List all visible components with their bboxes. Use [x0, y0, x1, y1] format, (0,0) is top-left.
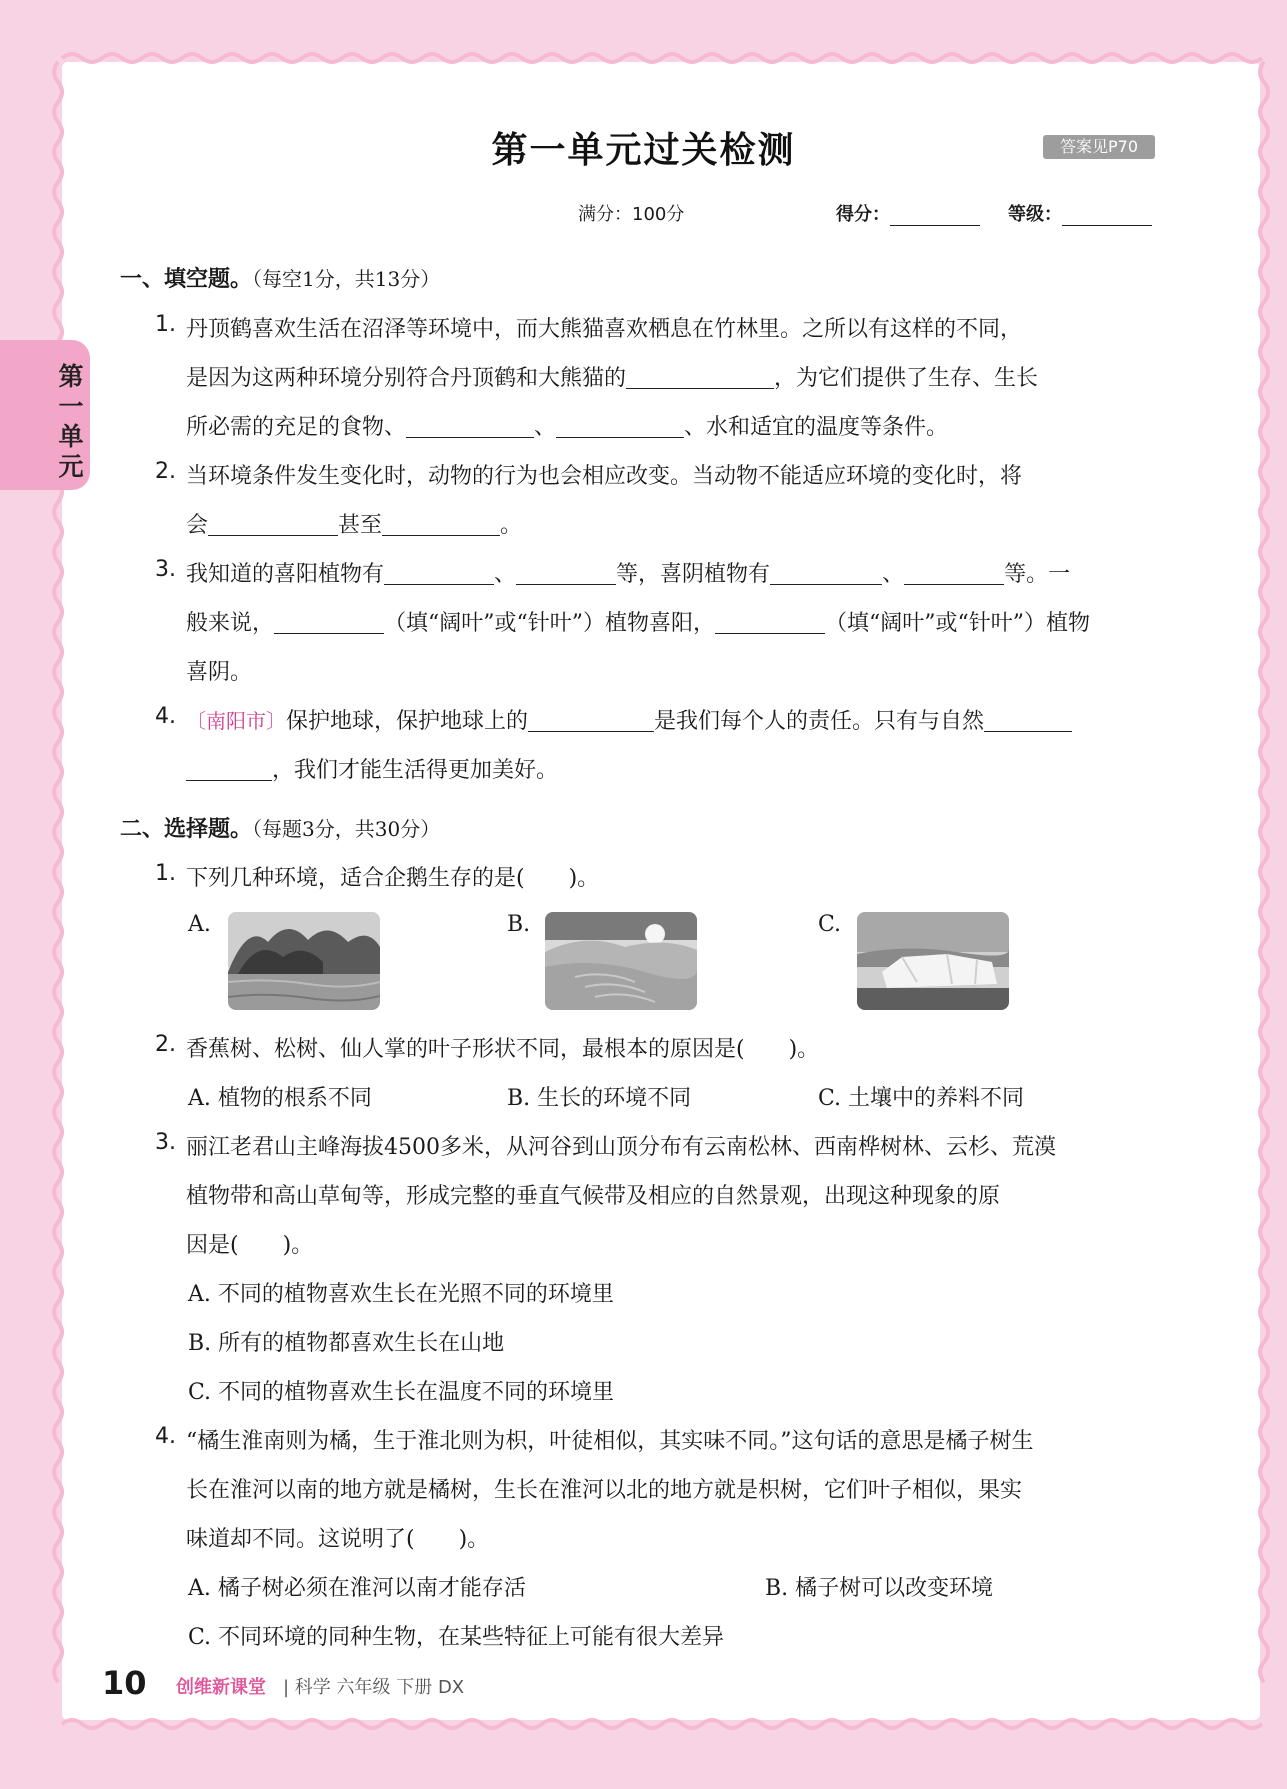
grade-field[interactable] [1008, 200, 1152, 230]
s2-q4-line3: 味道却不同。这说明了( )。 [186, 1527, 490, 1552]
s1-q3-blank5[interactable] [274, 609, 384, 634]
s2-q2-number: 2. [155, 1032, 176, 1057]
score-field[interactable] [836, 200, 980, 230]
s1-q1-blank2[interactable] [406, 413, 534, 438]
s2-q2-option-c[interactable]: C. 土壤中的养料不同 [818, 1086, 1025, 1111]
s1-q3-blank4[interactable] [904, 560, 1004, 585]
s2-q3-line2: 植物带和高山草甸等，形成完整的垂直气候带及相应的自然景观，出现这种现象的原 [186, 1184, 1001, 1209]
s1-q2-line2: 会 甚至 。 [186, 513, 523, 538]
score-label: 得分： [836, 204, 890, 225]
desert-photo [545, 912, 697, 1010]
section1-heading: 一、填空题。（每空1分，共13分） [120, 267, 441, 292]
s1-q3-line2: 般来说， （填“阔叶”或“针叶”）植物喜阳， （填“阔叶”或“针叶”）植物 [186, 611, 1091, 636]
s1-q1-number: 1. [155, 312, 176, 337]
s2-q4-number: 4. [155, 1424, 176, 1449]
s1-q1-blank1[interactable] [626, 364, 774, 389]
grade-blank[interactable] [1062, 203, 1152, 226]
s2-q3-line1: 丽江老君山主峰海拔4500多米，从河谷到山顶分布有云南松林、西南桦树林、云杉、荒漠 [186, 1135, 1056, 1160]
s2-q1-option-b[interactable]: B. [507, 912, 531, 937]
s2-q3-option-b[interactable]: B. 所有的植物都喜欢生长在山地 [188, 1331, 505, 1356]
s1-q2-blank1[interactable] [208, 511, 338, 536]
page-number: 10 [102, 1664, 147, 1702]
s1-q4-blank2a[interactable] [984, 707, 1072, 732]
s2-q3-line3: 因是( )。 [186, 1233, 314, 1258]
s1-q1-blank3[interactable] [556, 413, 684, 438]
s1-q3-blank2[interactable] [516, 560, 616, 585]
section2-heading: 二、选择题。（每题3分，共30分） [120, 817, 441, 842]
s1-q1-line2: 是因为这两种环境分别符合丹顶鹤和大熊猫的 ，为它们提供了生存、生长 [186, 366, 1039, 391]
s1-q2-number: 2. [155, 459, 176, 484]
s1-q4-blank2b[interactable] [186, 756, 272, 781]
s2-q3-number: 3. [155, 1130, 176, 1155]
s2-q4-option-b[interactable]: B. 橘子树可以改变环境 [765, 1576, 994, 1601]
s2-q1-number: 1. [155, 861, 176, 886]
s1-q4-line1: 〔南阳市〕保护地球，保护地球上的 是我们每个人的责任。只有与自然 [186, 704, 1072, 735]
s1-q3-line1: 我知道的喜阳植物有 、 等，喜阴植物有 、 等。一 [186, 562, 1071, 587]
s2-q2-option-a[interactable]: A. 植物的根系不同 [188, 1086, 372, 1111]
s1-q2-line1: 当环境条件发生变化时，动物的行为也会相应改变。当动物不能适应环境的变化时，将 [186, 464, 1023, 489]
s2-q1-option-a[interactable]: A. [188, 912, 211, 937]
unit-side-tab-label: 第一单元 [58, 362, 84, 481]
s1-q3-number: 3. [155, 557, 176, 582]
s2-q2-stem: 香蕉树、松树、仙人掌的叶子形状不同，最根本的原因是( )。 [186, 1037, 820, 1062]
s2-q3-option-c[interactable]: C. 不同的植物喜欢生长在温度不同的环境里 [188, 1380, 615, 1405]
s1-q1-line1: 丹顶鹤喜欢生活在沼泽等环境中，而大熊猫喜欢栖息在竹林里。之所以有这样的不同， [186, 317, 1023, 342]
s1-q3-blank6[interactable] [715, 609, 825, 634]
score-blank[interactable] [890, 203, 980, 226]
series-name: 创维新课堂 [176, 1677, 266, 1698]
s1-q4-number: 4. [155, 704, 176, 729]
s1-q3-blank1[interactable] [384, 560, 494, 585]
s1-q3-line3: 喜阴。 [186, 660, 253, 685]
s2-q1-option-c[interactable]: C. [818, 912, 842, 937]
s2-q2-option-b[interactable]: B. 生长的环境不同 [507, 1086, 692, 1111]
page-title: 第一单元过关检测 [491, 130, 796, 171]
s2-q3-option-a[interactable]: A. 不同的植物喜欢生长在光照不同的环境里 [188, 1282, 614, 1307]
grade-label: 等级： [1008, 204, 1062, 225]
iceberg-photo [857, 912, 1009, 1010]
book-info: | 科学 六年级 下册 DX [283, 1677, 465, 1698]
s1-q1-line3: 所必需的充足的食物、 、 、水和适宜的温度等条件。 [186, 415, 949, 440]
s2-q4-option-a[interactable]: A. 橘子树必须在淮河以南才能存活 [188, 1576, 526, 1601]
wetland-photo [228, 912, 380, 1010]
s1-q4-line2: ，我们才能生活得更加美好。 [186, 753, 558, 784]
s1-q4-blank1[interactable] [528, 707, 654, 732]
region-tag: 〔南阳市〕 [186, 709, 286, 733]
s2-q4-option-c[interactable]: C. 不同环境的同种生物，在某些特征上可能有很大差异 [188, 1625, 725, 1650]
answer-reference-badge: 答案见P70 [1043, 135, 1155, 159]
s2-q1-stem: 下列几种环境，适合企鹅生存的是( )。 [186, 866, 600, 891]
s1-q2-blank2[interactable] [382, 511, 500, 536]
s2-q4-line1: “橘生淮南则为橘，生于淮北则为枳，叶徒相似，其实味不同。”这句话的意思是橘子树生 [186, 1429, 1034, 1454]
full-marks-label: 满分：100分 [578, 204, 685, 225]
s2-q4-line2: 长在淮河以南的地方就是橘树，生长在淮河以北的地方就是枳树，它们叶子相似，果实 [186, 1478, 1023, 1503]
s1-q3-blank3[interactable] [770, 560, 882, 585]
